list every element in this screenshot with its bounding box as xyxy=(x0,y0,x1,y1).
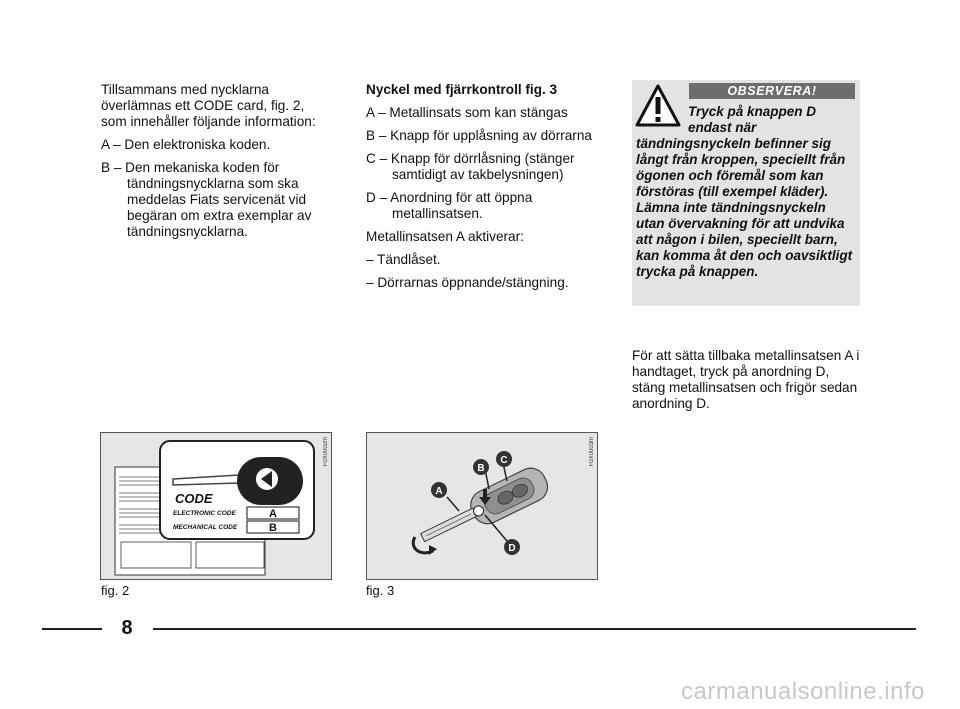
reinsert-section xyxy=(632,348,862,419)
card-title: CODE xyxy=(175,491,213,506)
key-item-d: D – Anordning för att öppna metallinsatsen. xyxy=(366,190,533,221)
warning-body: tändningsnyckeln befinner sig långt från kroppen, speciellt från ögonen och föremål som kan förstöras (till exempel kläder). Lämna inte tändningsnyckeln utan övervakning för att undvika att någon i bilen, speciellt barn, kan komma åt den och oavsiktligt trycka på knappen. xyxy=(636,136,853,279)
callout-a: A xyxy=(435,486,443,497)
electronic-code-label: ELECTRONIC CODE xyxy=(173,510,236,517)
callout-c: C xyxy=(500,455,508,466)
activates-item-ignition: – Tändlåset. xyxy=(366,252,441,267)
mechanical-code-box: B xyxy=(269,522,277,534)
code-card-section xyxy=(101,82,333,247)
mechanical-code-label: MECHANICAL CODE xyxy=(173,524,238,531)
activates-item-doors: – Dörrarnas öppnande/stängning. xyxy=(366,275,569,290)
code-item-a: A – Den elektroniska koden. xyxy=(101,137,271,152)
key-item-a: A – Metallinsats som kan stängas xyxy=(366,105,568,120)
warning-box xyxy=(632,80,860,306)
figure-remote-key xyxy=(366,432,598,580)
key-item-b: B – Knapp för upplåsning av dörrarna xyxy=(366,128,592,143)
activates-intro: Metallinsatsen A aktiverar: xyxy=(366,229,524,244)
footer-rule-left xyxy=(42,628,102,630)
remote-key-heading: Nyckel med fjärrkontroll fig. 3 xyxy=(366,82,558,97)
footer-rule-right xyxy=(153,628,916,630)
figure-code-card xyxy=(100,432,332,580)
code-card-illustration xyxy=(101,433,331,579)
warning-line-1: Tryck på knappen D xyxy=(688,104,817,119)
callout-b: B xyxy=(477,463,485,474)
figure-caption: fig. 2 xyxy=(101,583,130,598)
remote-key-illustration xyxy=(367,433,597,579)
key-item-c: C – Knapp för dörrlåsning (stänger samtidigt av takbelysningen) xyxy=(366,151,575,182)
page-number: 8 xyxy=(121,617,133,639)
warning-line-2: endast när xyxy=(688,120,757,135)
figure-caption: fig. 3 xyxy=(366,583,395,598)
reinsert-text: För att sätta tillbaka metallinsatsen A i handtaget, tryck på anordning D, stäng metallinsatsen och frigör sedan anordning D. xyxy=(632,348,860,411)
code-card-intro: Tillsammans med nycklarna överlämnas ett CODE card, fig. 2, som innehåller följande information: xyxy=(101,82,316,129)
electronic-code-box: A xyxy=(269,508,277,520)
callout-d: D xyxy=(508,543,516,554)
watermark: carmanualsonline.info xyxy=(681,678,925,705)
figure-code: F0X0003m xyxy=(589,437,595,467)
code-item-b: B – Den mekaniska koden för tändningsnycklarna som ska meddelas Fiats servicenät vid begäran om extra exemplar av tändningsnycklarna. xyxy=(101,160,312,239)
figure-code: F0X0002m xyxy=(323,437,329,467)
remote-key-section xyxy=(366,82,598,298)
warning-text xyxy=(636,104,856,280)
warning-heading: OBSERVERA! xyxy=(689,83,855,99)
